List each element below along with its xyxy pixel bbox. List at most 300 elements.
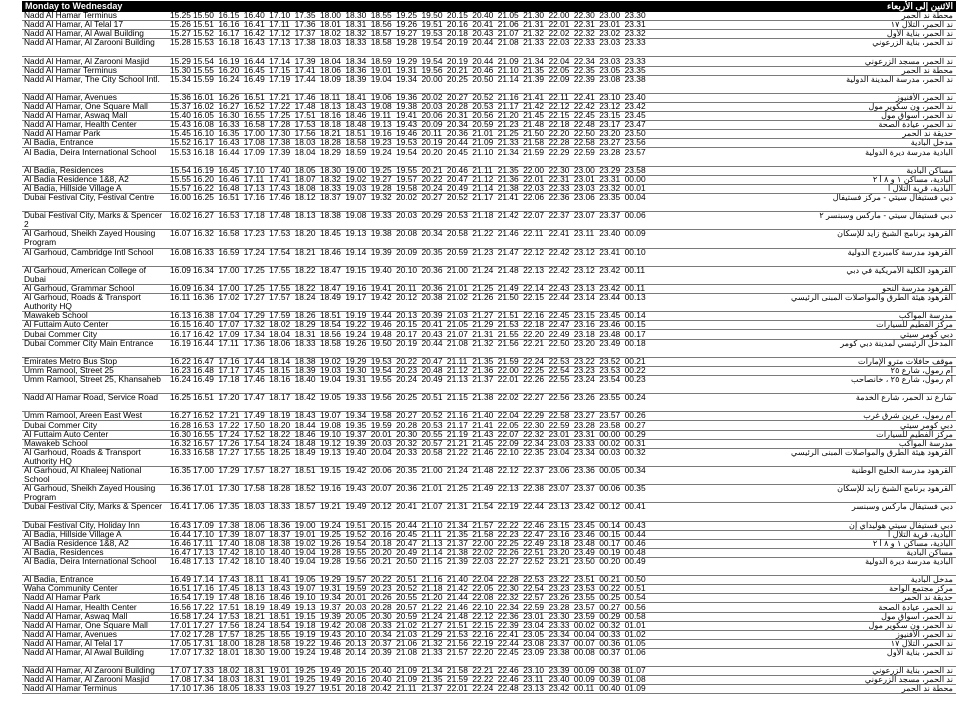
departure-time: 21.47 bbox=[497, 246, 519, 257]
departure-time: 20.09 bbox=[396, 246, 418, 257]
departure-time: 19.49 bbox=[345, 501, 367, 512]
stop-name-en: Al Badia, Residences bbox=[24, 546, 104, 557]
departure-time: 18.03 bbox=[319, 37, 341, 48]
departure-time: 19.25 bbox=[370, 164, 392, 175]
departure-time: 21.45 bbox=[523, 110, 545, 121]
departure-time: 16.23 bbox=[170, 364, 191, 375]
departure-time: 00.02 bbox=[599, 437, 621, 448]
departure-time: 18.59 bbox=[370, 55, 392, 66]
departure-time: 16.58 bbox=[170, 610, 191, 621]
departure-time: 21.58 bbox=[472, 528, 494, 539]
departure-time: 19.49 bbox=[319, 665, 341, 676]
departure-time: 23.07 bbox=[573, 210, 595, 221]
departure-time: 19.28 bbox=[370, 182, 392, 193]
departure-time: 18.04 bbox=[269, 328, 291, 339]
departure-time: 19.38 bbox=[396, 101, 418, 111]
stop-name-en: Al Futtaim Auto Center bbox=[24, 428, 109, 439]
departure-time: 22.10 bbox=[472, 601, 494, 612]
departure-time: 19.55 bbox=[345, 546, 367, 557]
departure-time: 00.23 bbox=[624, 374, 646, 384]
departure-times bbox=[170, 266, 650, 275]
departure-time: 01.09 bbox=[624, 683, 646, 694]
departure-time: 00.22 bbox=[624, 364, 646, 375]
departure-time: 17.39 bbox=[269, 146, 291, 157]
departure-time: 16.53 bbox=[193, 419, 214, 430]
departure-time: 15.26 bbox=[170, 19, 191, 30]
departure-time: 18.46 bbox=[345, 110, 367, 121]
departure-time: 16.47 bbox=[170, 546, 191, 557]
departure-time: 20.56 bbox=[472, 110, 494, 121]
departure-time: 17.43 bbox=[218, 574, 240, 585]
departure-time: 21.14 bbox=[472, 182, 494, 193]
departure-time: 00.06 bbox=[599, 483, 621, 494]
stop-name-en: Al Garhoud, Al Khaleej National School bbox=[24, 465, 142, 484]
departure-time: 18.31 bbox=[345, 19, 367, 30]
departure-time: 22.51 bbox=[523, 546, 545, 557]
table-row bbox=[22, 685, 956, 694]
departure-time: 23.03 bbox=[573, 182, 595, 193]
departure-time: 19.43 bbox=[396, 119, 418, 130]
departure-time: 19.29 bbox=[396, 55, 418, 66]
stop-name-en: Waha Community Center bbox=[24, 583, 118, 594]
departure-time: 22.20 bbox=[548, 128, 570, 139]
departure-time: 16.49 bbox=[170, 574, 191, 585]
departure-time: 16.08 bbox=[170, 246, 191, 257]
departure-time: 23.54 bbox=[599, 374, 621, 384]
departure-time: 23.41 bbox=[599, 246, 621, 257]
departure-time: 18.31 bbox=[243, 665, 265, 676]
departure-time: 16.58 bbox=[218, 228, 240, 239]
departure-time: 18.43 bbox=[269, 583, 291, 594]
departure-time: 20.03 bbox=[370, 437, 392, 448]
departure-time: 21.09 bbox=[497, 55, 519, 66]
departure-time: 17.49 bbox=[243, 410, 265, 421]
departure-time: 00.46 bbox=[624, 537, 646, 548]
departure-time: 18.21 bbox=[319, 128, 341, 139]
departure-time: 18.26 bbox=[294, 310, 316, 321]
departure-time: 15.52 bbox=[170, 137, 191, 148]
departure-time: 23.24 bbox=[573, 374, 595, 384]
departure-time: 17.36 bbox=[193, 683, 214, 694]
departure-time: 22.46 bbox=[497, 665, 519, 676]
departure-time: 21.43 bbox=[472, 428, 494, 439]
departure-time: 20.11 bbox=[396, 283, 417, 293]
departure-time: 23.22 bbox=[573, 355, 595, 366]
departure-time: 18.24 bbox=[294, 292, 316, 303]
departure-time: 19.01 bbox=[294, 528, 316, 539]
departure-time: 16.34 bbox=[193, 264, 214, 275]
departure-time: 23.11 bbox=[523, 674, 544, 685]
departure-time: 18.19 bbox=[243, 601, 265, 612]
departure-time: 23.39 bbox=[548, 665, 570, 676]
departure-time: 18.20 bbox=[294, 228, 316, 239]
stop-name-en: Dubai Commer City Main Entrance bbox=[24, 337, 154, 348]
departure-time: 21.53 bbox=[446, 628, 468, 639]
departure-time: 18.22 bbox=[294, 264, 316, 275]
departure-time: 22.32 bbox=[523, 428, 545, 439]
departure-time: 23.12 bbox=[573, 264, 595, 275]
departure-time: 16.40 bbox=[243, 10, 265, 20]
departure-time: 20.15 bbox=[446, 10, 468, 20]
departure-time: 23.05 bbox=[523, 628, 545, 639]
departure-time: 19.44 bbox=[370, 310, 392, 321]
departure-time: 22.34 bbox=[523, 437, 545, 448]
departure-time: 21.03 bbox=[396, 628, 418, 639]
departure-time: 20.16 bbox=[345, 674, 367, 685]
departure-time: 22.42 bbox=[548, 246, 570, 257]
departure-time: 22.58 bbox=[573, 137, 595, 148]
departure-time: 19.28 bbox=[396, 37, 418, 48]
departure-time: 22.59 bbox=[548, 419, 570, 430]
stop-name-en: Umm Ramool, Street 25, Khansaheb bbox=[24, 374, 161, 384]
departure-time: 19.34 bbox=[396, 73, 418, 84]
departure-time: 19.39 bbox=[370, 246, 392, 257]
departure-time: 19.04 bbox=[319, 374, 341, 384]
departure-time: 23.48 bbox=[599, 328, 621, 339]
departure-time: 23.57 bbox=[573, 601, 595, 612]
departure-time: 17.42 bbox=[218, 556, 240, 566]
departure-time: 19.43 bbox=[345, 483, 367, 494]
departure-time: 00.11 bbox=[624, 283, 645, 293]
departure-time: 21.22 bbox=[446, 446, 468, 457]
departure-time: 19.37 bbox=[319, 601, 341, 612]
departure-time: 00.54 bbox=[624, 592, 646, 603]
table-row bbox=[22, 39, 956, 57]
departure-time: 23.46 bbox=[599, 319, 621, 330]
departure-time: 22.18 bbox=[523, 319, 545, 330]
departure-time: 21.35 bbox=[446, 528, 468, 539]
departure-time: 21.09 bbox=[472, 137, 494, 148]
departure-time: 17.55 bbox=[269, 283, 291, 293]
departure-time: 17.41 bbox=[269, 173, 291, 184]
departure-time: 18.41 bbox=[345, 91, 367, 102]
departure-time: 16.02 bbox=[170, 210, 191, 221]
departure-time: 23.23 bbox=[548, 583, 570, 594]
departure-time: 20.48 bbox=[421, 364, 443, 375]
departure-time: 20.37 bbox=[370, 637, 392, 648]
departure-time: 22.36 bbox=[497, 610, 519, 621]
departure-time: 16.27 bbox=[170, 410, 191, 421]
departure-time: 21.57 bbox=[472, 519, 494, 530]
departure-time: 23.03 bbox=[599, 37, 621, 48]
departure-time: 17.33 bbox=[193, 665, 214, 676]
departure-time: 00.17 bbox=[624, 328, 646, 339]
departure-time: 18.08 bbox=[294, 182, 316, 193]
departure-time: 22.10 bbox=[497, 446, 519, 457]
stop-name-ar: القرهود هيئة الطرق والمواصلات المبنى الرئيسي bbox=[791, 447, 953, 457]
departure-time: 20.28 bbox=[396, 419, 418, 430]
stop-name-en: Nadd Al Hamar, Health Center bbox=[24, 601, 137, 612]
departure-time: 17.47 bbox=[243, 392, 265, 403]
departure-time: 20.36 bbox=[396, 483, 418, 494]
departure-time: 16.40 bbox=[193, 319, 214, 330]
departure-time: 19.24 bbox=[370, 146, 392, 157]
departure-time: 17.09 bbox=[218, 328, 240, 339]
departure-time: 18.13 bbox=[319, 101, 341, 111]
departure-time: 16.25 bbox=[193, 192, 214, 202]
departure-time: 20.10 bbox=[345, 628, 367, 639]
departure-time: 21.25 bbox=[446, 483, 468, 494]
departure-time: 19.15 bbox=[294, 610, 316, 621]
stop-name-ar: ند الحمر، عيادة الصحة bbox=[878, 120, 953, 130]
departure-time: 17.43 bbox=[269, 182, 291, 193]
departure-time: 21.42 bbox=[497, 210, 519, 221]
departure-time: 18.00 bbox=[218, 637, 240, 648]
departure-time: 19.56 bbox=[421, 64, 443, 75]
departure-time: 17.36 bbox=[294, 19, 316, 30]
departure-time: 20.34 bbox=[446, 119, 468, 130]
departure-time: 23.15 bbox=[573, 310, 595, 321]
departure-time: 19.27 bbox=[370, 173, 392, 184]
departure-time: 18.30 bbox=[243, 647, 265, 657]
departure-time: 17.32 bbox=[193, 647, 214, 657]
departure-time: 21.42 bbox=[523, 101, 545, 111]
departure-time: 18.52 bbox=[294, 483, 316, 494]
departure-time: 21.20 bbox=[497, 110, 519, 121]
departure-time: 22.20 bbox=[523, 328, 545, 339]
departure-time: 17.22 bbox=[218, 419, 240, 430]
departure-time: 20.41 bbox=[396, 501, 418, 512]
departure-time: 21.39 bbox=[523, 73, 545, 84]
departure-time: 23.18 bbox=[548, 537, 570, 548]
departure-time: 19.13 bbox=[319, 446, 341, 457]
departure-time: 18.47 bbox=[319, 283, 341, 293]
departure-time: 00.04 bbox=[573, 628, 595, 639]
departure-time: 19.08 bbox=[319, 419, 341, 430]
departure-time: 18.49 bbox=[269, 601, 291, 612]
departure-time: 19.13 bbox=[294, 601, 316, 612]
stop-name-en: Nadd Al Hamar Road, Service Road bbox=[24, 392, 159, 403]
departure-time: 23.03 bbox=[599, 55, 621, 66]
departure-time: 22.04 bbox=[497, 410, 519, 421]
departure-time: 17.44 bbox=[294, 73, 316, 84]
departure-times bbox=[170, 75, 650, 84]
departure-time: 20.51 bbox=[421, 392, 443, 403]
departure-time: 22.26 bbox=[523, 374, 545, 384]
departure-time: 21.21 bbox=[446, 437, 468, 448]
departure-time: 16.35 bbox=[170, 465, 191, 475]
departure-time: 23.40 bbox=[548, 674, 570, 685]
departure-time: 22.22 bbox=[497, 519, 519, 530]
stop-name-en: Al Garhoud, Sheikh Zayed Housing Program bbox=[24, 228, 156, 248]
departure-time: 17.38 bbox=[269, 137, 291, 148]
departure-time: 23.47 bbox=[624, 119, 646, 130]
stop-name-ar: مساكن البادية bbox=[906, 165, 953, 175]
departure-time: 22.50 bbox=[573, 128, 595, 139]
departure-time: 20.27 bbox=[446, 91, 468, 102]
departure-time: 23.50 bbox=[573, 556, 595, 566]
departure-time: 21.26 bbox=[472, 292, 494, 303]
departure-time: 19.07 bbox=[345, 192, 367, 202]
departure-time: 18.33 bbox=[294, 337, 316, 348]
departure-time: 16.16 bbox=[218, 19, 240, 30]
stop-name-ar: محطة ند الحمر bbox=[901, 11, 953, 20]
departure-time: 21.17 bbox=[472, 192, 494, 202]
departure-time: 18.55 bbox=[370, 10, 392, 20]
departure-time: 00.36 bbox=[599, 637, 621, 648]
departure-time: 19.48 bbox=[319, 647, 341, 657]
departure-time: 16.51 bbox=[170, 583, 191, 594]
departure-time: 16.48 bbox=[218, 182, 240, 193]
departure-time: 01.05 bbox=[624, 637, 646, 648]
departure-time: 22.09 bbox=[548, 73, 570, 84]
departure-time: 19.25 bbox=[294, 665, 316, 676]
departure-time: 18.03 bbox=[294, 137, 316, 148]
departure-time: 23.38 bbox=[548, 647, 570, 657]
stop-name-ar: دبي فستيفال سيتي هوليداي إن bbox=[849, 520, 953, 530]
departure-time: 17.07 bbox=[170, 665, 191, 676]
departure-time: 23.04 bbox=[523, 619, 545, 630]
departure-time: 19.15 bbox=[345, 264, 367, 275]
departure-time: 17.09 bbox=[243, 146, 265, 157]
departure-time: 19.37 bbox=[345, 428, 367, 439]
departure-time: 16.18 bbox=[193, 146, 214, 157]
departure-time: 22.55 bbox=[548, 374, 570, 384]
departure-time: 17.26 bbox=[218, 437, 240, 448]
departure-time: 21.22 bbox=[472, 228, 494, 239]
departure-times bbox=[170, 38, 650, 47]
departure-time: 17.12 bbox=[269, 28, 291, 39]
departure-time: 19.27 bbox=[294, 683, 316, 694]
departure-time: 20.30 bbox=[370, 610, 392, 621]
departure-time: 21.10 bbox=[497, 64, 519, 75]
departure-time: 00.41 bbox=[624, 501, 646, 512]
departure-time: 16.13 bbox=[170, 310, 191, 321]
departure-time: 18.40 bbox=[269, 556, 291, 566]
departure-time: 16.49 bbox=[243, 73, 265, 84]
departure-time: 19.50 bbox=[421, 10, 443, 20]
departure-time: 16.44 bbox=[218, 146, 240, 157]
stop-name-ar: مدرسة المواكب bbox=[898, 311, 953, 321]
departure-time: 00.01 bbox=[624, 182, 646, 193]
stop-name-ar: القرهود برنامج الشيخ زايد للإسكان bbox=[837, 229, 953, 239]
departure-time: 23.42 bbox=[599, 283, 621, 293]
departure-time: 00.22 bbox=[599, 583, 621, 594]
departure-time: 19.25 bbox=[319, 528, 341, 539]
departure-time: 21.56 bbox=[446, 637, 468, 648]
departure-time: 21.17 bbox=[446, 419, 468, 430]
departure-time: 15.34 bbox=[170, 73, 191, 84]
departure-time: 17.56 bbox=[218, 619, 240, 630]
departure-time: 16.45 bbox=[218, 164, 240, 175]
departure-time: 23.42 bbox=[624, 101, 646, 111]
departure-time: 17.32 bbox=[243, 319, 265, 330]
departure-time: 18.05 bbox=[294, 164, 316, 175]
departure-time: 21.00 bbox=[446, 264, 468, 275]
departure-time: 23.26 bbox=[548, 592, 570, 603]
departure-time: 21.57 bbox=[446, 647, 468, 657]
departure-time: 23.31 bbox=[599, 173, 621, 184]
stop-name-ar: مركز الفطيم للسيارات bbox=[876, 320, 953, 330]
departure-time: 23.49 bbox=[573, 546, 595, 557]
departure-time: 20.49 bbox=[421, 374, 443, 384]
stop-name-en: Dubai Commer City bbox=[24, 328, 98, 339]
departure-time: 17.00 bbox=[218, 264, 240, 275]
departure-time: 18.38 bbox=[269, 537, 291, 548]
departure-time: 19.00 bbox=[269, 647, 291, 657]
departure-time: 17.35 bbox=[294, 10, 316, 20]
departure-time: 22.01 bbox=[548, 19, 570, 30]
departure-time: 22.09 bbox=[497, 437, 519, 448]
departure-time: 17.39 bbox=[294, 55, 316, 66]
departure-time: 00.14 bbox=[624, 310, 646, 321]
departure-time: 00.06 bbox=[624, 210, 646, 221]
departure-time: 16.52 bbox=[193, 410, 214, 421]
departure-time: 16.32 bbox=[170, 437, 191, 448]
stop-name-ar: محطة ند الحمر bbox=[901, 65, 953, 75]
departure-time: 00.38 bbox=[599, 665, 621, 676]
departure-time: 20.49 bbox=[396, 546, 418, 557]
departure-time: 19.06 bbox=[370, 91, 392, 102]
departure-time: 19.18 bbox=[294, 619, 316, 630]
departure-time: 23.26 bbox=[573, 392, 595, 403]
departure-time: 20.58 bbox=[421, 446, 443, 457]
departure-time: 15.51 bbox=[193, 19, 214, 30]
departure-time: 23.59 bbox=[573, 610, 595, 621]
departure-time: 19.59 bbox=[345, 583, 367, 594]
departure-time: 21.46 bbox=[446, 601, 468, 612]
departure-time: 21.42 bbox=[446, 583, 468, 594]
departure-time: 16.30 bbox=[218, 110, 240, 121]
departure-time: 19.26 bbox=[396, 19, 418, 30]
departure-time: 21.17 bbox=[497, 101, 519, 111]
departure-time: 20.15 bbox=[345, 665, 367, 676]
departure-time: 15.55 bbox=[193, 64, 214, 75]
departure-time: 16.43 bbox=[218, 137, 240, 148]
departure-time: 22.07 bbox=[497, 428, 519, 439]
departure-time: 20.38 bbox=[421, 292, 443, 303]
departure-time: 20.32 bbox=[396, 437, 418, 448]
stop-name-ar: البادية، قرية التلال أ bbox=[888, 529, 953, 539]
departure-time: 20.08 bbox=[396, 228, 418, 239]
departure-time: 17.54 bbox=[243, 437, 265, 448]
departure-time: 00.19 bbox=[599, 546, 621, 557]
departure-time: 21.32 bbox=[523, 28, 545, 39]
departure-time: 17.13 bbox=[269, 37, 291, 48]
departure-time: 18.30 bbox=[345, 10, 367, 20]
departure-time: 21.23 bbox=[472, 246, 494, 257]
departure-time: 21.15 bbox=[446, 392, 468, 403]
departure-time: 20.57 bbox=[421, 437, 443, 448]
departure-time: 21.48 bbox=[497, 264, 519, 275]
departure-time: 17.11 bbox=[218, 337, 239, 348]
departure-time: 16.42 bbox=[193, 328, 214, 339]
departure-time: 21.02 bbox=[446, 292, 468, 303]
departure-time: 00.10 bbox=[624, 246, 646, 257]
departure-time: 16.15 bbox=[218, 10, 240, 20]
departure-time: 18.19 bbox=[269, 410, 291, 421]
departure-time: 19.26 bbox=[345, 337, 367, 348]
departure-time: 21.24 bbox=[421, 610, 443, 621]
departure-time: 20.19 bbox=[446, 55, 468, 66]
departure-time: 20.33 bbox=[396, 446, 418, 457]
departure-time: 16.46 bbox=[218, 173, 240, 184]
departure-time: 20.02 bbox=[396, 192, 418, 202]
departure-time: 22.02 bbox=[497, 392, 519, 403]
departure-time: 15.25 bbox=[170, 10, 191, 20]
departure-times bbox=[170, 557, 650, 566]
departure-time: 22.00 bbox=[548, 10, 570, 20]
departure-time: 18.54 bbox=[319, 319, 341, 330]
departure-time: 16.08 bbox=[193, 119, 214, 130]
departure-time: 19.13 bbox=[345, 228, 367, 239]
departure-time: 23.57 bbox=[624, 146, 646, 157]
departure-time: 22.46 bbox=[497, 674, 519, 685]
departure-time: 19.41 bbox=[370, 283, 392, 293]
departure-time: 21.49 bbox=[472, 483, 494, 494]
departure-time: 23.10 bbox=[599, 91, 621, 102]
departure-time: 19.51 bbox=[421, 19, 443, 30]
